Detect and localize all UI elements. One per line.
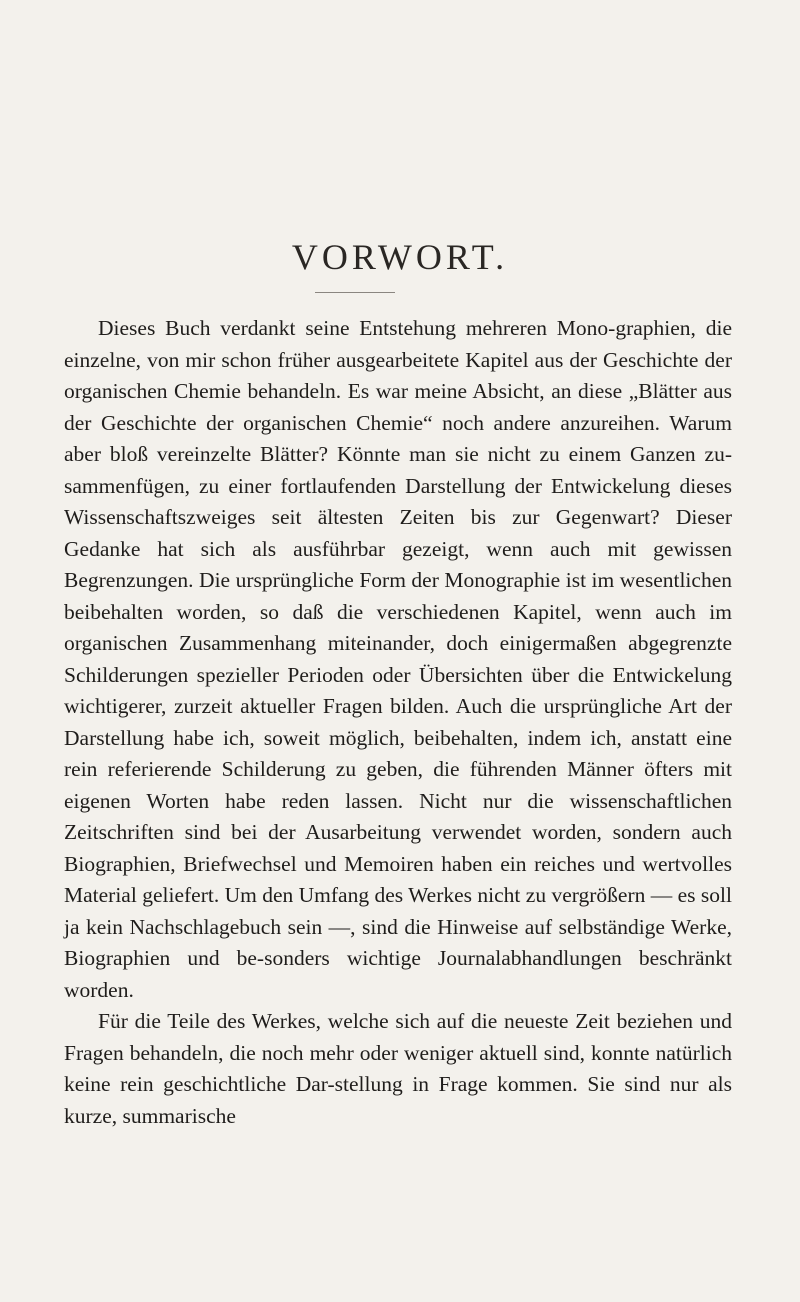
paragraph-2: Für die Teile des Werkes, welche sich auf die neueste Zeit beziehen und Fragen behandeln, die noch mehr oder weniger aktuell sind, konnte natürlich keine rein geschichtliche Dar-stellung in Frage kommen. Sie sind nur als kurze, summarische xyxy=(64,1009,732,1128)
preface-text xyxy=(64,313,732,1132)
paragraph-1: Dieses Buch verdankt seine Entstehung mehreren Mono-graphien, die einzelne, von mir schon früher ausgearbeitete Kapitel aus der Geschichte der organischen Chemie behandeln. Es war meine Absicht, an diese „Blätter aus der Geschichte der organischen Chemie“ noch andere anzureihen. Warum aber bloß vereinzelte Blätter? Könnte man sie nicht zu einem Ganzen zu-sammenfügen, zu einer fortlaufenden Darstellung der Entwickelung dieses Wissenschaftszweiges seit ältesten Zeiten bis zur Gegenwart? Dieser Gedanke hat sich als ausführbar gezeigt, wenn auch mit gewissen Begrenzungen. Die ursprüngliche Form der Monographie ist im wesentlichen beibehalten worden, so daß die verschiedenen Kapitel, wenn auch im organischen Zusammenhang miteinander, doch einigermaßen abgegrenzte Schilderungen spezieller Perioden oder Übersichten über die Entwickelung wichtigerer, zurzeit aktueller Fragen bilden. Auch die ursprüngliche Art der Darstellung habe ich, soweit möglich, beibehalten, indem ich, anstatt eine rein referierende Schilderung zu geben, die führenden Männer öfters mit eigenen Worten habe reden lassen. Nicht nur die wissenschaftlichen Zeitschriften sind bei der Ausarbeitung verwendet worden, sondern auch Biographien, Briefwechsel und Memoiren haben ein reiches und wertvolles Material geliefert. Um den Umfang des Werkes nicht zu vergrößern — es soll ja kein Nachschlagebuch sein —, sind die Hinweise auf selbständige Werke, Biographien und be-sonders wichtige Journalabhandlungen beschränkt worden. xyxy=(64,316,732,1002)
page-title: VORWORT. xyxy=(291,237,509,277)
title-divider xyxy=(315,292,395,293)
